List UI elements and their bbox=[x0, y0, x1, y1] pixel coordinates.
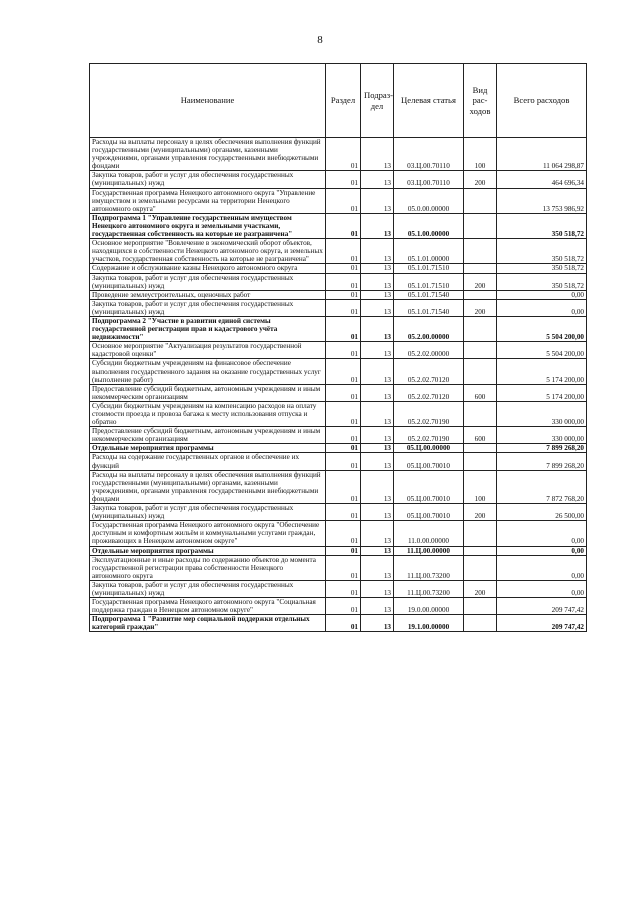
cell-celevaya: 11.Ц.00.73200 bbox=[394, 580, 464, 597]
cell-total: 5 504 200,00 bbox=[497, 342, 587, 359]
table-row bbox=[90, 504, 587, 521]
cell-razdel: 01 bbox=[326, 171, 361, 188]
cell-name: Подпрограмма 1 "Управление государственным имуществом Ненецкого автономного округа и земельными участками, государственная собственность на которые не разграничена" bbox=[90, 213, 326, 238]
table-row bbox=[90, 273, 587, 290]
table-row bbox=[90, 342, 587, 359]
cell-razdel: 01 bbox=[326, 444, 361, 453]
cell-vid bbox=[464, 453, 497, 470]
table-row bbox=[90, 470, 587, 503]
cell-total: 0,00 bbox=[497, 299, 587, 316]
cell-total: 0,00 bbox=[497, 521, 587, 546]
cell-name: Субсидии бюджетным учреждениям на финансовое обеспечение выполнения государственного задания на оказание государственных услуг (выполнение работ) bbox=[90, 359, 326, 384]
cell-razdel: 01 bbox=[326, 273, 361, 290]
cell-podrazdel: 13 bbox=[361, 264, 394, 273]
cell-podrazdel: 13 bbox=[361, 555, 394, 580]
cell-name: Расходы на выплаты персоналу в целях обеспечения выполнения функций государственными (муниципальными) органами, казенными учреждениями, органами управления государственными внебюджетными фондами bbox=[90, 470, 326, 503]
cell-celevaya: 05.1.01.71540 bbox=[394, 299, 464, 316]
cell-name: Субсидии бюджетным учреждениям на компенсацию расходов на оплату стоимости проезда и провоза багажа к месту использования отпуска и обратно bbox=[90, 401, 326, 426]
cell-vid bbox=[464, 290, 497, 299]
cell-celevaya: 03.Ц.00.70110 bbox=[394, 138, 464, 171]
cell-razdel: 01 bbox=[326, 546, 361, 555]
cell-name: Предоставление субсидий бюджетным, автономным учреждениям и иным некоммерческим организациям bbox=[90, 427, 326, 444]
table-row bbox=[90, 359, 587, 384]
table-row bbox=[90, 188, 587, 213]
cell-vid: 200 bbox=[464, 299, 497, 316]
cell-razdel: 01 bbox=[326, 555, 361, 580]
table-row bbox=[90, 453, 587, 470]
header-vid: Вид рас-ходов bbox=[464, 64, 497, 138]
cell-razdel: 01 bbox=[326, 138, 361, 171]
cell-total: 350 518,72 bbox=[497, 264, 587, 273]
cell-podrazdel: 13 bbox=[361, 401, 394, 426]
cell-name: Отдельные мероприятия программы bbox=[90, 546, 326, 555]
table-row bbox=[90, 427, 587, 444]
cell-razdel: 01 bbox=[326, 299, 361, 316]
cell-name: Предоставление субсидий бюджетным, автономным учреждениям и иным некоммерческим организациям bbox=[90, 384, 326, 401]
cell-name: Закупка товаров, работ и услуг для обеспечения государственных (муниципальных) нужд bbox=[90, 171, 326, 188]
cell-name: Расходы на содержание государственных органов и обеспечение их функций bbox=[90, 453, 326, 470]
cell-name: Закупка товаров, работ и услуг для обеспечения государственных (муниципальных) нужд bbox=[90, 504, 326, 521]
header-name: Наименование bbox=[90, 64, 326, 138]
cell-total: 330 000,00 bbox=[497, 427, 587, 444]
cell-name: Закупка товаров, работ и услуг для обеспечения государственных (муниципальных) нужд bbox=[90, 273, 326, 290]
table-row bbox=[90, 138, 587, 171]
table-row bbox=[90, 171, 587, 188]
cell-vid: 100 bbox=[464, 470, 497, 503]
cell-total: 13 753 986,92 bbox=[497, 188, 587, 213]
page-number: 8 bbox=[317, 34, 323, 46]
cell-vid: 200 bbox=[464, 504, 497, 521]
cell-total: 209 747,42 bbox=[497, 598, 587, 615]
cell-podrazdel: 13 bbox=[361, 615, 394, 632]
cell-total: 464 696,34 bbox=[497, 171, 587, 188]
cell-name: Государственная программа Ненецкого автономного округа "Обеспечение доступным и комфортным жильём и коммунальными услугами граждан, проживающих в Ненецком автономном округе" bbox=[90, 521, 326, 546]
cell-total: 350 518,72 bbox=[497, 213, 587, 238]
cell-name: Подпрограмма 2 "Участие в развитии единой системы государственной регистрации прав и кадастрового учёта недвижимости" bbox=[90, 316, 326, 341]
cell-name: Закупка товаров, работ и услуг для обеспечения государственных (муниципальных) нужд bbox=[90, 299, 326, 316]
cell-podrazdel: 13 bbox=[361, 546, 394, 555]
cell-total: 0,00 bbox=[497, 580, 587, 597]
cell-podrazdel: 13 bbox=[361, 138, 394, 171]
table-row bbox=[90, 555, 587, 580]
table-row bbox=[90, 521, 587, 546]
cell-razdel: 01 bbox=[326, 188, 361, 213]
cell-podrazdel: 13 bbox=[361, 444, 394, 453]
cell-vid: 200 bbox=[464, 580, 497, 597]
cell-celevaya: 19.0.00.00000 bbox=[394, 598, 464, 615]
table-row bbox=[90, 264, 587, 273]
cell-vid: 200 bbox=[464, 171, 497, 188]
cell-celevaya: 05.Ц.00.00000 bbox=[394, 444, 464, 453]
cell-celevaya: 05.Ц.00.70010 bbox=[394, 504, 464, 521]
cell-razdel: 01 bbox=[326, 598, 361, 615]
cell-podrazdel: 13 bbox=[361, 580, 394, 597]
cell-vid bbox=[464, 213, 497, 238]
header-celevaya: Целевая статья bbox=[394, 64, 464, 138]
cell-total: 0,00 bbox=[497, 555, 587, 580]
header-razdel: Раздел bbox=[326, 64, 361, 138]
cell-vid bbox=[464, 401, 497, 426]
cell-vid bbox=[464, 239, 497, 264]
cell-total: 5 174 200,00 bbox=[497, 359, 587, 384]
cell-razdel: 01 bbox=[326, 521, 361, 546]
cell-name: Государственная программа Ненецкого автономного округа "Социальная поддержка граждан в Ненецком автономном округе" bbox=[90, 598, 326, 615]
cell-total: 0,00 bbox=[497, 290, 587, 299]
cell-celevaya: 05.2.02.00000 bbox=[394, 342, 464, 359]
cell-celevaya: 11.Ц.00.73200 bbox=[394, 555, 464, 580]
cell-razdel: 01 bbox=[326, 453, 361, 470]
table-row bbox=[90, 598, 587, 615]
table-row bbox=[90, 239, 587, 264]
cell-name: Проведение землеустроительных, оценочных работ bbox=[90, 290, 326, 299]
cell-vid bbox=[464, 615, 497, 632]
cell-razdel: 01 bbox=[326, 615, 361, 632]
cell-celevaya: 05.2.02.70120 bbox=[394, 384, 464, 401]
cell-podrazdel: 13 bbox=[361, 470, 394, 503]
cell-podrazdel: 13 bbox=[361, 504, 394, 521]
cell-celevaya: 05.1.01.71510 bbox=[394, 264, 464, 273]
cell-name: Расходы на выплаты персоналу в целях обеспечения выполнения функций государственными (муниципальными) органами, казенными учреждениями, органами управления государственными внебюджетными фондами bbox=[90, 138, 326, 171]
cell-vid bbox=[464, 546, 497, 555]
table-row bbox=[90, 290, 587, 299]
table-row bbox=[90, 546, 587, 555]
cell-celevaya: 05.2.02.70190 bbox=[394, 401, 464, 426]
table-row bbox=[90, 213, 587, 238]
cell-total: 7 872 768,20 bbox=[497, 470, 587, 503]
cell-celevaya: 05.1.01.71510 bbox=[394, 273, 464, 290]
cell-podrazdel: 13 bbox=[361, 453, 394, 470]
cell-podrazdel: 13 bbox=[361, 213, 394, 238]
cell-total: 11 064 298,87 bbox=[497, 138, 587, 171]
cell-vid bbox=[464, 555, 497, 580]
cell-name: Отдельные мероприятия программы bbox=[90, 444, 326, 453]
cell-name: Эксплуатационные и иные расходы по содержанию объектов до момента государственной регистрации права собственности Ненецкого автономного округа bbox=[90, 555, 326, 580]
cell-total: 5 174 200,00 bbox=[497, 384, 587, 401]
cell-name: Основное мероприятие "Вовлечение в экономический оборот объектов, находящихся в собственности Ненецкого автономного округа, и земельных участков, государственная собственность на которые не разграничена" bbox=[90, 239, 326, 264]
cell-celevaya: 05.2.02.70120 bbox=[394, 359, 464, 384]
cell-celevaya: 05.1.01.71540 bbox=[394, 290, 464, 299]
table-row bbox=[90, 401, 587, 426]
cell-celevaya: 05.2.02.70190 bbox=[394, 427, 464, 444]
cell-celevaya: 19.1.00.00000 bbox=[394, 615, 464, 632]
cell-razdel: 01 bbox=[326, 470, 361, 503]
table-row bbox=[90, 444, 587, 453]
cell-vid bbox=[464, 316, 497, 341]
cell-vid bbox=[464, 264, 497, 273]
cell-celevaya: 05.Ц.00.70010 bbox=[394, 453, 464, 470]
cell-razdel: 01 bbox=[326, 359, 361, 384]
cell-name: Подпрограмма 1 "Развитие мер социальной поддержки отдельных категорий граждан" bbox=[90, 615, 326, 632]
cell-razdel: 01 bbox=[326, 342, 361, 359]
cell-razdel: 01 bbox=[326, 290, 361, 299]
cell-celevaya: 11.Ц.00.00000 bbox=[394, 546, 464, 555]
table-row bbox=[90, 316, 587, 341]
cell-name: Закупка товаров, работ и услуг для обеспечения государственных (муниципальных) нужд bbox=[90, 580, 326, 597]
cell-podrazdel: 13 bbox=[361, 359, 394, 384]
cell-vid: 600 bbox=[464, 384, 497, 401]
cell-podrazdel: 13 bbox=[361, 290, 394, 299]
cell-podrazdel: 13 bbox=[361, 239, 394, 264]
cell-vid bbox=[464, 598, 497, 615]
cell-razdel: 01 bbox=[326, 264, 361, 273]
cell-podrazdel: 13 bbox=[361, 342, 394, 359]
cell-vid: 200 bbox=[464, 273, 497, 290]
header-podrazdel: Подраз-дел bbox=[361, 64, 394, 138]
cell-vid bbox=[464, 188, 497, 213]
cell-podrazdel: 13 bbox=[361, 188, 394, 213]
cell-total: 26 500,00 bbox=[497, 504, 587, 521]
cell-podrazdel: 13 bbox=[361, 427, 394, 444]
cell-vid: 100 bbox=[464, 138, 497, 171]
cell-celevaya: 05.1.00.00000 bbox=[394, 213, 464, 238]
cell-razdel: 01 bbox=[326, 239, 361, 264]
header-total: Всего расходов bbox=[497, 64, 587, 138]
cell-celevaya: 05.Ц.00.70010 bbox=[394, 470, 464, 503]
cell-celevaya: 05.2.00.00000 bbox=[394, 316, 464, 341]
cell-vid bbox=[464, 342, 497, 359]
cell-razdel: 01 bbox=[326, 213, 361, 238]
cell-total: 7 899 268,20 bbox=[497, 453, 587, 470]
cell-razdel: 01 bbox=[326, 504, 361, 521]
table-header-row bbox=[90, 64, 587, 138]
cell-podrazdel: 13 bbox=[361, 273, 394, 290]
cell-celevaya: 11.0.00.00000 bbox=[394, 521, 464, 546]
cell-celevaya: 05.1.01.00000 bbox=[394, 239, 464, 264]
cell-name: Основное мероприятие "Актуализация результатов государственной кадастровой оценки" bbox=[90, 342, 326, 359]
cell-total: 5 504 200,00 bbox=[497, 316, 587, 341]
cell-vid bbox=[464, 521, 497, 546]
cell-razdel: 01 bbox=[326, 401, 361, 426]
cell-podrazdel: 13 bbox=[361, 598, 394, 615]
cell-razdel: 01 bbox=[326, 580, 361, 597]
cell-podrazdel: 13 bbox=[361, 171, 394, 188]
cell-razdel: 01 bbox=[326, 427, 361, 444]
table-row bbox=[90, 615, 587, 632]
cell-name: Государственная программа Ненецкого автономного округа "Управление имуществом и земельными ресурсами на территории Ненецкого автономного округа" bbox=[90, 188, 326, 213]
budget-table bbox=[89, 63, 587, 632]
cell-name: Содержание и обслуживание казны Ненецкого автономного округа bbox=[90, 264, 326, 273]
cell-total: 7 899 268,20 bbox=[497, 444, 587, 453]
table-row bbox=[90, 299, 587, 316]
cell-razdel: 01 bbox=[326, 384, 361, 401]
cell-vid bbox=[464, 444, 497, 453]
cell-razdel: 01 bbox=[326, 316, 361, 341]
cell-vid bbox=[464, 359, 497, 384]
cell-vid: 600 bbox=[464, 427, 497, 444]
cell-total: 330 000,00 bbox=[497, 401, 587, 426]
cell-total: 350 518,72 bbox=[497, 239, 587, 264]
cell-total: 209 747,42 bbox=[497, 615, 587, 632]
cell-podrazdel: 13 bbox=[361, 384, 394, 401]
cell-total: 350 518,72 bbox=[497, 273, 587, 290]
cell-podrazdel: 13 bbox=[361, 299, 394, 316]
table-row bbox=[90, 580, 587, 597]
cell-podrazdel: 13 bbox=[361, 316, 394, 341]
cell-celevaya: 03.Ц.00.70110 bbox=[394, 171, 464, 188]
cell-podrazdel: 13 bbox=[361, 521, 394, 546]
table-row bbox=[90, 384, 587, 401]
cell-celevaya: 05.0.00.00000 bbox=[394, 188, 464, 213]
cell-total: 0,00 bbox=[497, 546, 587, 555]
